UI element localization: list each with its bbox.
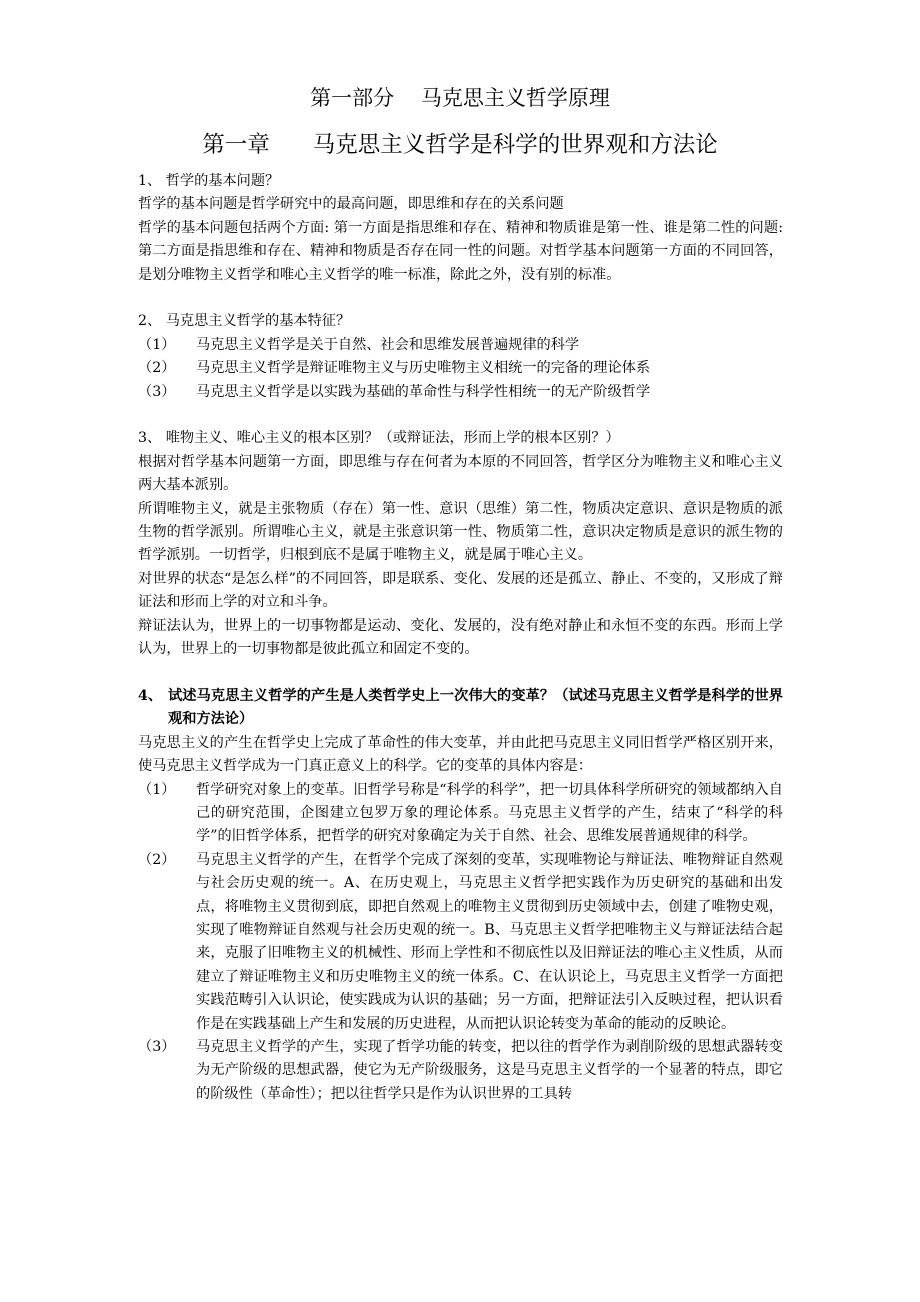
question-3-paragraph: 辩证法认为，世界上的一切事物都是运动、变化、发展的，没有绝对静止和永恒不变的东西。形而上学认为，世界上的一切事物都是彼此孤立和固定不变的。	[138, 617, 783, 658]
question-3-paragraph: 对世界的状态“是怎么样”的不同回答，即是联系、变化、发展的还是孤立、静止、不变的，又形成了辩证法和形而上学的对立和斗争。	[138, 570, 783, 611]
question-1-heading: 1、 哲学的基本问题？	[138, 173, 280, 189]
question-4-intro: 马克思主义的产生在哲学史上完成了革命性的伟大变革，并由此把马克思主义同旧哲学严格区别开来，使马克思主义哲学成为一门真正意义上的科学。它的变革的具体内容是：	[138, 734, 783, 775]
spacer	[138, 404, 783, 427]
list-item-number: （3）	[138, 1038, 176, 1055]
document-body	[138, 170, 783, 1106]
list-item-text: 马克思主义哲学是辩证唯物主义与历史唯物主义相统一的完备的理论体系	[196, 360, 651, 377]
list-item	[138, 1036, 783, 1106]
question-1-paragraph: 哲学的基本问题是哲学研究中的最高问题，即思维和存在的关系问题	[138, 196, 564, 213]
list-item-number: （1）	[138, 336, 176, 353]
list-item-text: 哲学研究对象上的变革。旧哲学号称是“科学的科学”，把一切具体科学所研究的领域都纳入自己的研究范围，企图建立包罗万象的理论体系。马克思主义哲学的产生，结束了“科学的科学”的旧哲学体系，把哲学的研究对象确定为关于自然、社会、思维发展普通规律的科学。	[196, 781, 783, 845]
list-item-text: 马克思主义哲学的产生，实现了哲学功能的转变，把以往的哲学作为剥削阶级的思想武器转变为无产阶级的思想武器，使它为无产阶级服务，这是马克思主义哲学的一个显著的特点，即它的阶级性（革命性）；把以往哲学只是作为认识世界的工具转	[196, 1038, 783, 1102]
question-4-number: 4、	[138, 687, 163, 704]
list-item-number: （1）	[138, 781, 176, 798]
list-item	[138, 849, 783, 1036]
question-3-paragraph: 所谓唯物主义，就是主张物质（存在）第一性、意识（思维）第二性，物质决定意识、意识是物质的派生物的哲学派别。所谓唯心主义，就是主张意识第一性、物质第二性，意识决定物质是意识的派生物的哲学派别。一切哲学，归根到底不是属于唯物主义，就是属于唯心主义。	[138, 500, 783, 564]
question-2-heading: 2、 马克思主义哲学的基本特征？	[138, 313, 351, 330]
question-3-paragraph: 根据对哲学基本问题第一方面，即思维与存在何者为本原的不同回答，哲学区分为唯物主义和唯心主义两大基本派别。	[138, 453, 783, 494]
list-item	[138, 334, 783, 357]
chapter-title: 第一章 马克思主义哲学是科学的世界观和方法论	[202, 132, 718, 158]
list-item	[138, 357, 783, 380]
spacer	[138, 287, 783, 310]
list-item	[138, 381, 783, 404]
question-1-paragraph: 哲学的基本问题包括两个方面: 第一方面是指思维和存在、精神和物质谁是第一性、谁是第二性的问题: 第二方面是指思维和存在、精神和物质是否存在同一性的问题。对哲学基本问题第一方面的不同回答，是划分唯物主义哲学和唯心主义哲学的唯一标准，除此之外，没有别的标准。	[138, 219, 783, 283]
list-item-number: （2）	[138, 851, 176, 868]
part-title: 第一部分 马克思主义哲学原理	[310, 86, 610, 110]
list-item-text: 马克思主义哲学是关于自然、社会和思维发展普遍规律的科学	[196, 336, 580, 353]
question-4-heading	[138, 685, 783, 732]
list-item-number: （2）	[138, 360, 176, 377]
list-item-text: 马克思主义哲学的产生，在哲学个完成了深刻的变革，实现唯物论与辩证法、唯物辩证自然观与社会历史观的统一。A、在历史观上，马克思主义哲学把实践作为历史研究的基础和出发点，将唯物主义贯彻到底，即把自然观上的唯物主义贯彻到历史领域中去，创建了唯物史观，实现了唯物辩证自然观与社会历史观的统一。B、马克思主义哲学把唯物主义与辩证法结合起来，克服了旧唯物主义的机械性、形而上学性和不彻底性以及旧辩证法的唯心主义性质，从而建立了辩证唯物主义和历史唯物主义的统一体系。C、在认识论上，马克思主义哲学一方面把实践范畴引入认识论，使实践成为认识的基础；另一方面，把辩证法引入反映过程，把认识看作是在实践基础上产生和发展的历史进程，从而把认识论转变为革命的能动的反映论。	[196, 851, 783, 1032]
list-item-number: （3）	[138, 383, 176, 400]
spacer	[138, 662, 783, 685]
list-item-text: 马克思主义哲学是以实践为基础的革命性与科学性相统一的无产阶级哲学	[196, 383, 651, 400]
question-4-title: 试述马克思主义哲学的产生是人类哲学史上一次伟大的变革？（试述马克思主义哲学是科学的世界观和方法论）	[168, 687, 783, 728]
list-item	[138, 779, 783, 849]
question-3-heading: 3、 唯物主义、唯心主义的根本区别？（或辩证法，形而上学的根本区别？）	[138, 430, 620, 447]
